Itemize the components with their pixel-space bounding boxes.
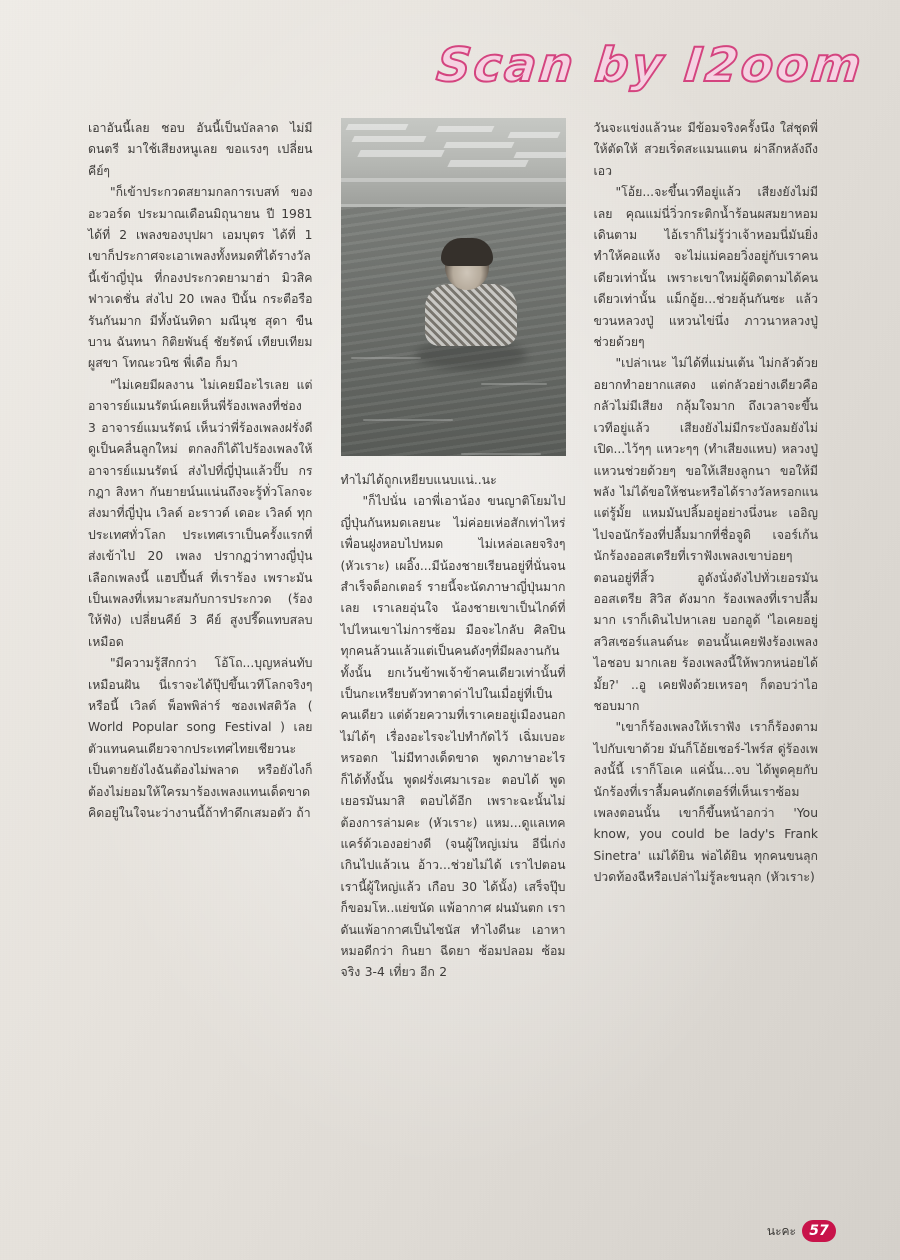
- water-ripple: [461, 453, 541, 455]
- pool-rail: [341, 178, 566, 182]
- paragraph: "เปล่าเนะ ไม่ได้ที่แม่นเต้น ไม่กลัวด้วย อยากทำอยากแสดง แต่กลัวอย่างเดียวคือกลัวไม่มีเสียง กลุ้มใจมาก ถึงเวลาจะขึ้นเวทีอยู่แล้ว เสียงยังไม่มีกระบังลมยังไม่เปิด...ไว้ๆๆ แหวะๆๆ (ทำเสียงแหบ) หลวงปู่แหวนช่วยด้วยๆ ขอให้เสียงลูกนา ขอให้มีพลัง ไม่ได้ขอให้ชนะหรือได้รางวัลหรอกแน แต่รู้มั้ย แหมมันปลิ้มอยู่อย่างนึ่งนะ เออิญไปจอนักร้องที่ปลื้มมากที่ชื่อจูดิ เจอร์เก้น นักร้องออสเตรียที่เราฟังเพลงเขาบ่อยๆ ตอนอยู่ที่สิ้ว อูดังนั่งดังไปทั่วเยอรมัน ออสเตรีย สิวิส ดังมาก ร้องเพลงที่เราปลื้มมาก เราก็เดินไปหาเลย บอกอูด้ 'ไอเคยอยู่สวิสเซอร์แลนด์นะ ตอนนั้นเคยฟังร้องเพลง ไอชอบ มากเลย ร้องเพลงนี้ให้พวกหน่อยได้มั้ย?' ..อู เคยฟังด้วยเหรอๆ ก็ตอบว่าไอชอบมาก: [593, 356, 818, 713]
- deck-chair: [357, 150, 444, 157]
- magazine-name: นะคะ: [766, 1223, 796, 1238]
- paragraph: "ไม่เคยมีผลงาน ไม่เคยมีอะไรเลย แต่อาจารย์แมนรัตน์เคยเห็นพี่ร้องเพลงที่ช่อง 3 อาจารย์แมนรัตน์ เห็นว่าพี่ร้องเพลงฝรั่งดี ดูเป็นคลื่นลูกใหม่ ตกลงก็ได้ไปร้องเพลงให้อาจารย์แมนรัตน์ ส่งไปที่ญี่ปุ่นแล้วปั๊บ กรกฎา สิงหา กันยายน์นแน่นถึงจะรู้ทั่วโลกจะส่งมาที่ญี่ปุ่น เวิลด์ อะราวด์ เดอะ เวิลด์ ทุกประเทศทั่วโลก ประเทศเราเป็นครั้งแรกที่ส่งเข้าไป 20 เพลง ปรากฏว่าทางญี่ปุ่นเลือกเพลงนี้ แฮปปี้นส์ ที่เราร้อง เพราะมันเป็นเพลงที่เหมาะสมกับการประกวด (ร้องให้ฟัง) เปลี่ยนคีย์ 3 คีย์ สูงปรี๊ดแทบสลบเหมือด: [88, 377, 313, 649]
- scan-watermark: Scan by I2oom: [434, 38, 867, 93]
- page-footer: [767, 1220, 836, 1242]
- water-ripple: [363, 419, 453, 421]
- deck-chair: [351, 136, 426, 142]
- paragraph: "เขาก็ร้องเพลงให้เราฟัง เราก็ร้องตามไปกับเขาด้วย มันก็โอ้ยเชอร์-ไพร์ส ดู่ร้องเพลงนั้นี้ เราก็โอเค แค่นั้น...จบ ได้พูดคุยกับนักร้องที่เราลื้มคนดักเตอร์ที่เห็นเราซ้อมเพลงตอนนั้น เขาก็ขึ้นหน้าอกว่า 'You know, you could be lady's Frank Sinetra' แม่ได้ยิน พ่อได้ยิน ทุกคนขนลุก ปวดท้องฉีหรือเปล่าไม่รู้ละขนลุก (หัวเราะ): [593, 720, 818, 885]
- child-hair: [441, 238, 493, 266]
- column-left: [88, 118, 313, 1203]
- paragraph: "ก็ไปนั่น เอาพี่เอาน้อง ขนญาติโยมไปญี่ปุ่นกันหมดเลยนะ ไม่ค่อยเห่อสักเท่าไหร่ เพื่อนฝูงหอบไปหมด ไม่เหล่อเลยจริงๆ (หัวเราะ) เผอิ๊ง...มีน้องชายเรียนอยู่ที่นั่นจนสำเร็จด็อกเตอร์ รายนี้จะนัดภาษาญี่ปุ่นมากเลย เราเลยอุ่นใจ น้องชายเขาเป็นไกด์ที่ ไปไหนเขาไม่การซ้อม มือจะไกลับ ศิลปินทุกคนล้วนแล้วแต่เป็นคนดังๆที่มีผลงานกันทั้งนั้น ยกเว้นข้าพเจ้าข้าคนเดียวเท่านั้นที่เป็นกะเหรียบตัวทาตาด่าไปในเมื่อยู่ที่เป็นคนเดียว แต่ด้วยความที่เราเคยอยู่เมืองนอก ไม่ได้ๆ เรื่องอะไรจะไปทำกัดไว้ เฉิ่มเบอะหรอตก ไม่มีทางเด็ดขาด พูดภาษาอะไรก็ได้ทั้งนั้น พูดฝรั่งเศมาเรอะ ตอบได้ พูดเยอรมันมาสิ ตอบได้อีก เพราะฉะนั้นไม่ต้องการล่ามคะ (หัวเราะ) แหม...ดูแลเทคแคร์ด้วเองอย่างดี (จนผู้ใหญ่เม่น อีนี่เก่งเกินไปแล้วเน อ้าว...ช่วยไม่ได้ เราไปตอนเรานี้ผู้ใหญ่แล้ว เกือบ 30 ได้นั้ง) เสร็จปุ๊บ ก็ขอมโห..แย่ขนัด แพ้อากาศ ฝนมันตก เราดันแพ้อากาศเป็นไซนัส ทำไงดีนะ เอาหาหมอดีกว่า กินยา ฉีดยา ซ้อมปลอม ซ้อมจริง 3-4 เที่ยว อีก 2: [340, 494, 566, 980]
- page-number-badge: 57: [802, 1220, 836, 1242]
- deck-chair: [345, 124, 408, 130]
- deck-chair: [443, 142, 514, 148]
- deck-chair: [507, 132, 560, 138]
- paragraph: "โอ้ย...จะขึ้นเวทีอยู่แล้ว เสียงยังไม่มีเลย คุณแม่นี่วิ่วกระติกน้ำร้อนผสมยาหอมเดินตาม ไอ้เราก็ไม่รู้ว่าเจ้าหอมนี่มันยิ่งทำให้คอแห้ง จะไม่แม่คอยวิ่งอยู่กับเราคนเดียวเท่านั้น เพราะเขาใหม่ผู้ติดตามได้คนเดียวเท่านั้น แม็กอู้ย...ช่วยลุ้นกันซะ แล้วขวนหลวงปู่ แหวนไข่นึ่ง ภาวนาหลวงปู่ช่วยด้วยๆ: [593, 185, 818, 350]
- water-ripple: [481, 383, 547, 385]
- article-columns: [88, 118, 818, 1203]
- column-middle: [341, 118, 566, 1203]
- column-right: [594, 118, 819, 1203]
- child-body: [425, 284, 517, 346]
- paragraph: วันจะแข่งแล้วนะ มีข้อมจริงครั้งนึง ใส่ชุดพี่ให้ตัดให้ สวยเริ่ดสะแมนแตน ผ่าลึกหลังถึงเอว: [593, 121, 818, 178]
- paragraph: เอาอันนี้เลย ชอบ อันนี้เป็นบัลลาด ไม่มีดนตรี มาใช้เสียงหนูเลย ขอแรงๆ เปลี่ยนคีย์ๆ: [88, 121, 313, 178]
- photo-image: [341, 118, 566, 456]
- child-in-swimming-pool-photo: [341, 118, 566, 456]
- paragraph: "ก็เข้าประกวดสยามกลการเบสท์ ของ อะวอร์ด ประมาณเดือนมิถุนายน ปี 1981 ได้ที่ 2 เพลงของบุปผา เอมบุตร ได้ที่ 1 เขาก็ประกาศจะเอาเพลงทั้งหมดที่ได้รางวัลนี้เข้าญี่ปุ่น ที่กองประกวดยามาฮ่า มิวสิคฟาวเดชั่น ส่งไป 20 เพลง ปีนั้น กระตือรือรันกันมาก มีทั้งนันทิดา มณีนุช สุดา ขืนบาน ฉันทนา กิติยพันธุ์ ชัยรัตน์ เทียบเทียม ผูสขา โทณะวนิซ พี่เดือ ก็มา: [88, 185, 313, 371]
- deck-chair: [447, 160, 528, 167]
- deck-chair: [513, 152, 565, 158]
- paragraph: "มีความรู้สึกกว่า โอ้โถ...บุญหล่นทับ เหมือนฝัน นี่เราจะได้ปุ๊ปขึ้นเวทีโลกจริงๆ หรือนี้ เวิลด์ พ็อพพิล่าร์ ซองเฟสติวัล ( World Popular song Festival ) เลย ตัวแทนคนเดียวจากประเทศไทยเชียวนะ เป็นตายยังไงฉันต้องไม่พลาด หรือยังไงก็ต้องไม่ยอมให้ใครมาร้องเพลงแทนเด็ดขาด คิดอยู่ในใจนะว่างานนี้ถ้าทำดึกเสมอตัว ถ้า: [88, 656, 313, 820]
- paragraph: ทำไม่ได้ถูกเหยียบแนบแน่..นะ: [340, 473, 497, 487]
- water-ripple: [351, 357, 421, 359]
- deck-chair: [435, 126, 494, 132]
